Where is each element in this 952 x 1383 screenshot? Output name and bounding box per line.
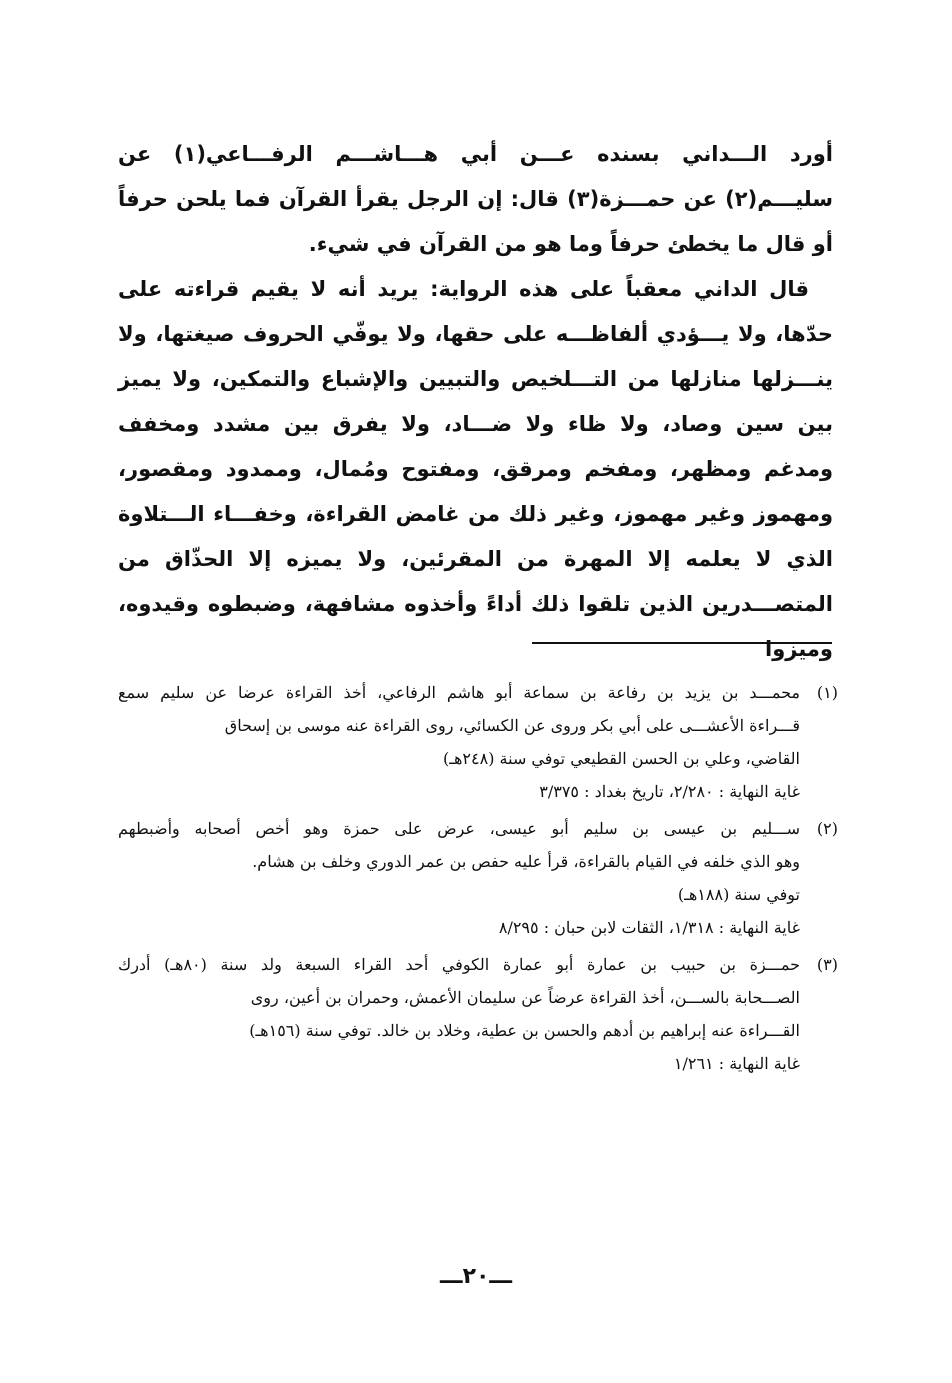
footnote-number: (١) — [816, 683, 839, 702]
footnote-line: وهو الذي خلفه في القيام بالقراءة، قرأ عليه حفص بن عمر الدوري وخلف بن هشام. — [252, 852, 800, 871]
footnotes-section — [118, 676, 838, 1084]
footnote-line — [118, 948, 838, 981]
footnote-3 — [118, 948, 838, 1080]
footnote-line: القاضي، وعلي بن الحسن القطيعي توفي سنة (٢٤٨هـ) — [443, 749, 800, 768]
main-text-block — [118, 132, 833, 672]
footnote-line: القـــراءة عنه إبراهيم بن أدهم والحسن بن عطية، وخلاد بن خالد. توفي سنة (١٥٦هـ) — [249, 1021, 800, 1040]
page-number: ـــ٢٠ـــ — [440, 1264, 512, 1289]
footnote-source: غاية النهاية : ١/٢٦١ — [673, 1054, 800, 1073]
footnote-number: (٣) — [816, 955, 839, 974]
footnote-source: غاية النهاية : ٢/٢٨٠، تاريخ بغداد : ٣/٣٧٥ — [539, 782, 800, 801]
footnote-1 — [118, 676, 838, 808]
footnote-line: قـــراءة الأعشـــى على أبي بكر وروى عن الكسائي، روى القراءة عنه موسى بن إسحاق — [224, 716, 800, 735]
footnote-line — [118, 676, 838, 709]
footnote-text: حمـــزة بن حبيب بن عمارة أبو عمارة الكوفي أحد القراء السبعة ولد سنة (٨٠هـ) أدرك — [118, 955, 801, 974]
footnote-number: (٢) — [816, 819, 839, 838]
footnote-source: غاية النهاية : ١/٣١٨، الثقات لابن حبان : ٨/٢٩٥ — [498, 918, 800, 937]
footnote-text: ســـليم بن عيسى بن سليم أبو عيسى، عرض على حمزة وهو أخص أصحابه وأضبطهم — [118, 819, 801, 838]
footnote-divider — [532, 642, 832, 644]
body-paragraph-1: أورد الـــداني بسنده عـــن أبي هـــاشـــم الرفـــاعي(١) عن سليـــم(٢) عن حمـــزة(٣) قال: إن الرجل يقرأ القرآن فما يلحن حرفاً أو قال ما يخطئ حرفاً وما هو من القرآن في شيء. — [118, 142, 833, 256]
footnote-text: محمـــد بن يزيد بن رفاعة بن سماعة أبو هاشم الرفاعي، أخذ القراءة عرضا عن سليم سمع — [118, 683, 801, 702]
footnote-line — [118, 812, 838, 845]
footnote-line: الصـــحابة بالســـن، أخذ القراءة عرضاً عن سليمان الأعمش، وحمران بن أعين، روى — [250, 988, 800, 1007]
footnote-line: توفي سنة (١٨٨هـ) — [677, 885, 800, 904]
footnote-2 — [118, 812, 838, 944]
body-paragraph-2: قال الداني معقباً على هذه الرواية: يريد أنه لا يقيم قراءته على حدّها، ولا يـــؤدي ألفاظـــه على حقها، ولا يوفّي الحروف صيغتها، ولا ينـــزلها منازلها من التـــلخيص والتبيين والإشباع والتمكين، ولا يميز بين سين وصاد، ولا ظاء ولا ضـــاد، ولا يفرق بين مشدد ومخفف ومدغم ومظهر، ومفخم ومرقق، ومفتوح ومُمال، وممدود ومقصور، ومهموز وغير مهموز، وغير ذلك من غامض القراءة، وخفـــاء الـــتلاوة الذي لا يعلمه إلا المهرة من المقرئين، ولا يميزه إلا الحذّاق من المتصـــدرين الذين تلقوا ذلك أداءً وأخذوه مشافهة، وضبطوه وقيدوه، وميزوا — [118, 277, 833, 661]
